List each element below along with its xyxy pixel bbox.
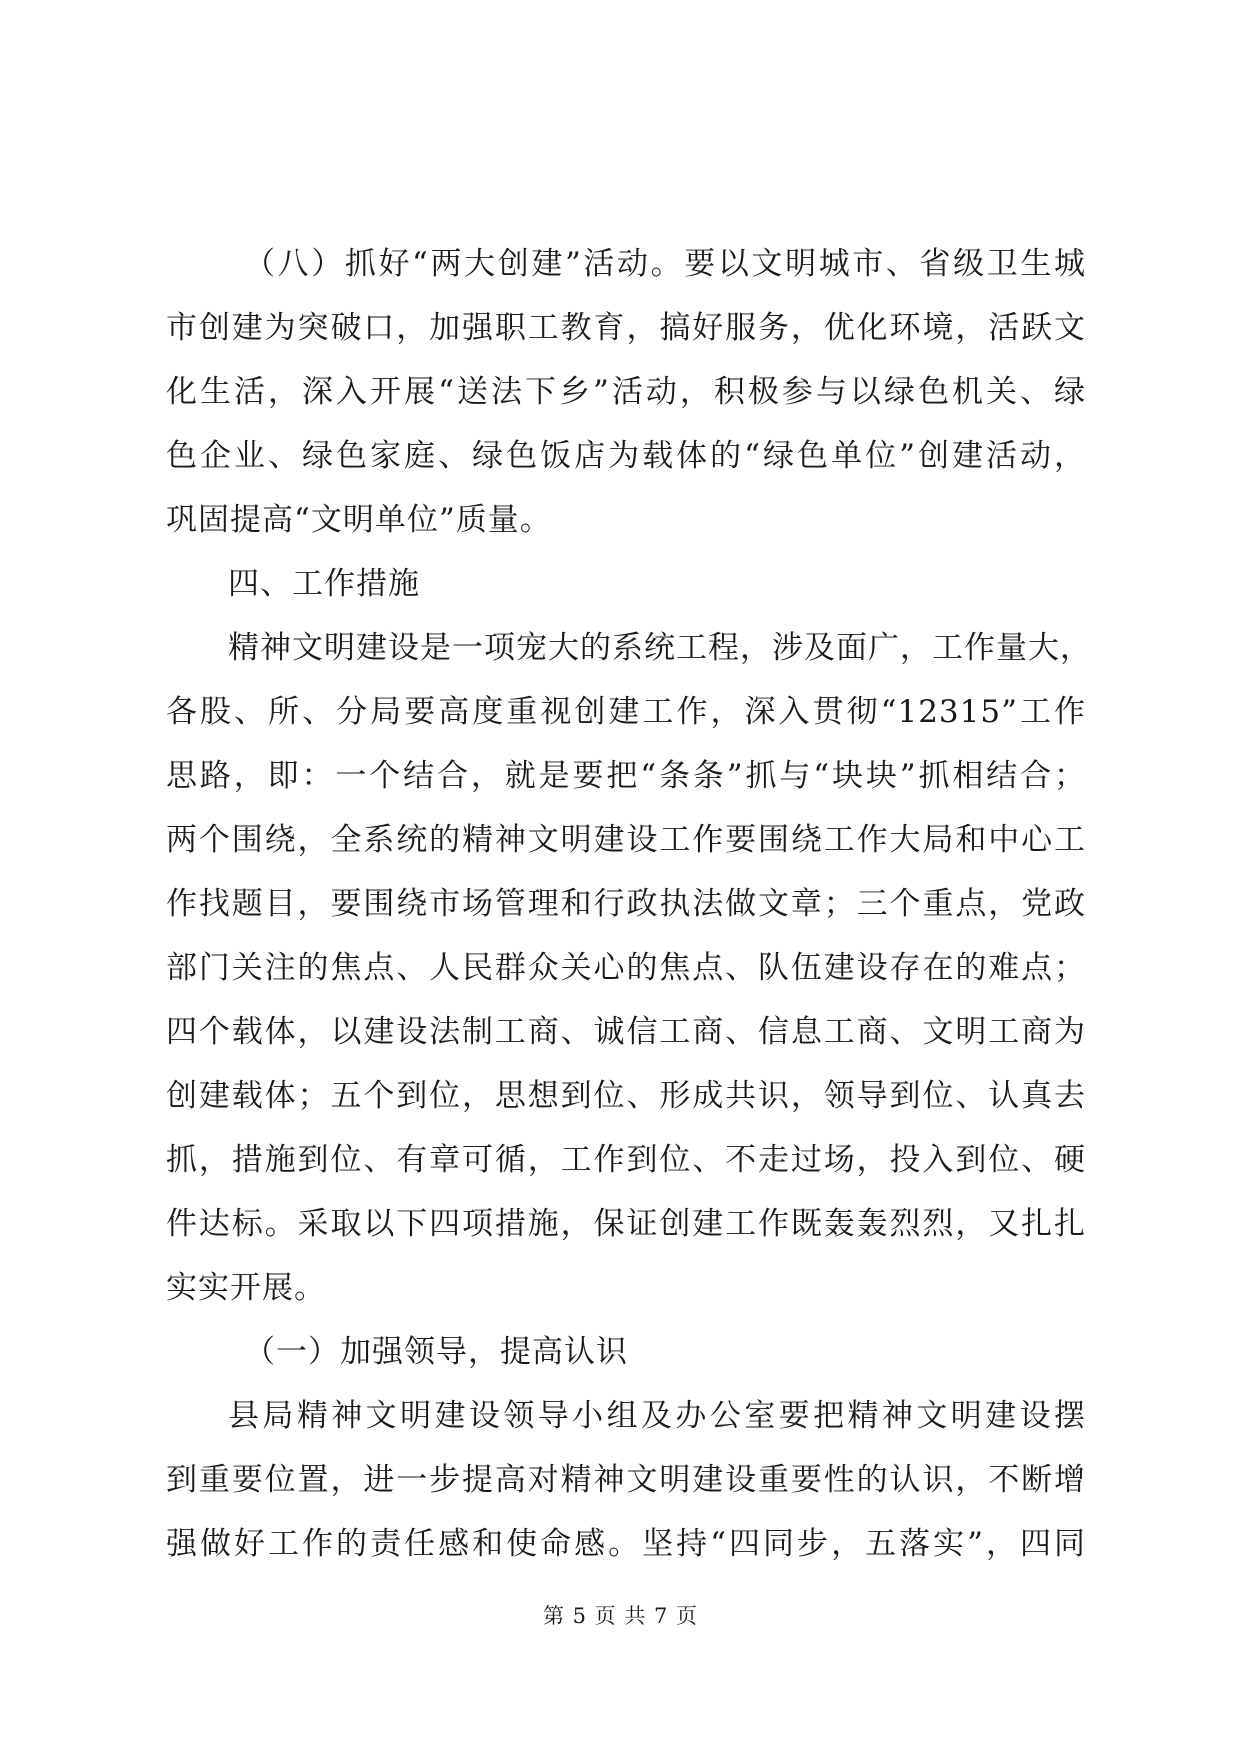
paragraph-line: 色企业、绿色家庭、绿色饭店为载体的“绿色单位”创建活动， (166, 438, 1086, 474)
paragraph-line: 件达标。采取以下四项措施，保证创建工作既轰轰烈烈，又扎扎 (166, 1206, 1086, 1242)
paragraph-line: 抓，措施到位、有章可循，工作到位、不走过场，投入到位、硬 (166, 1142, 1086, 1178)
paragraph-line: 巩固提高“文明单位”质量。 (166, 502, 552, 538)
paragraph-line: 四个载体，以建设法制工商、诚信工商、信息工商、文明工商为 (166, 1014, 1086, 1050)
paragraph-line: 作找题目，要围绕市场管理和行政执法做文章；三个重点，党政 (166, 886, 1086, 922)
page-number-footer: 第 5 页 共 7 页 (542, 1604, 699, 1628)
subsection-heading: （一）加强领导，提高认识 (244, 1334, 628, 1370)
section-heading: 四、工作措施 (228, 566, 420, 602)
paragraph-line: 精神文明建设是一项宠大的系统工程，涉及面广，工作量大， (228, 630, 1092, 666)
paragraph-line: 各股、所、分局要高度重视创建工作，深入贯彻“12315”工作 (166, 694, 1086, 730)
paragraph-line: 思路，即：一个结合，就是要把“条条”抓与“块块”抓相结合； (166, 758, 1086, 794)
paragraph-line: 创建载体；五个到位，思想到位、形成共识，领导到位、认真去 (166, 1078, 1086, 1114)
paragraph-line: 到重要位置，进一步提高对精神文明建设重要性的认识，不断增 (166, 1462, 1086, 1498)
paragraph-line: 市创建为突破口，加强职工教育，搞好服务，优化环境，活跃文 (166, 310, 1086, 346)
document-body (166, 232, 1092, 1576)
paragraph-line: 化生活，深入开展“送法下乡”活动，积极参与以绿色机关、绿 (166, 374, 1086, 410)
paragraph-line: 实实开展。 (166, 1270, 326, 1306)
paragraph-line: （八）抓好“两大创建”活动。要以文明城市、省级卫生城 (244, 246, 1086, 282)
paragraph-line: 强做好工作的责任感和使命感。坚持“四同步，五落实”，四同 (166, 1526, 1086, 1562)
paragraph-line: 县局精神文明建设领导小组及办公室要把精神文明建设摆 (228, 1398, 1086, 1434)
paragraph-line: 两个围绕，全系统的精神文明建设工作要围绕工作大局和中心工 (166, 822, 1086, 858)
paragraph-line: 部门关注的焦点、人民群众关心的焦点、队伍建设存在的难点； (166, 950, 1086, 986)
